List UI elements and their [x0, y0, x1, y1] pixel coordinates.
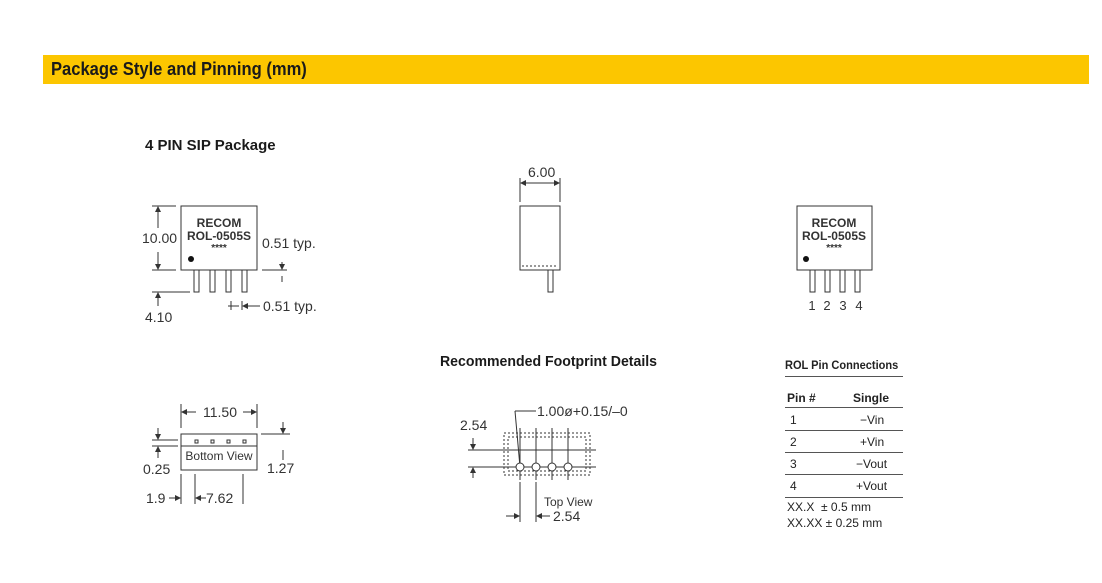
- section-title: Package Style and Pinning (mm): [51, 59, 307, 79]
- pin-table-rule-header: [785, 407, 903, 408]
- pin-number-3: 3: [839, 298, 847, 313]
- pin-table-row-4-pin: 4: [790, 479, 797, 493]
- pin-number-2: 2: [823, 298, 831, 313]
- pin-table-rule-bottom: [785, 497, 903, 498]
- pin-table-title: ROL Pin Connections: [785, 358, 899, 372]
- tolerance-2: XX.XX ± 0.25 mm: [787, 516, 883, 530]
- tolerance-1: XX.X ± 0.5 mm: [787, 500, 871, 514]
- pin-table-row-2-pin: 2: [790, 435, 797, 449]
- pin-table-row-1-pin: 1: [790, 413, 797, 427]
- pin-table-header-pin: Pin #: [787, 391, 816, 405]
- dim-pin-thickness: 0.51 typ.: [263, 298, 317, 314]
- dim-pin-length: 4.10: [145, 309, 173, 325]
- pin-view-brand: RECOM: [811, 216, 857, 230]
- dim-bottom-height: 1.27: [267, 460, 295, 476]
- dim-bottom-pitch: 7.62: [206, 490, 234, 506]
- pin-table-row-3-func: −Vout: [856, 457, 888, 471]
- front-brand: RECOM: [196, 216, 242, 230]
- front-model: ROL-0505S: [186, 229, 252, 243]
- dim-bottom-offset: 0.25: [143, 461, 171, 477]
- pin-view-model: ROL-0505S: [801, 229, 867, 243]
- pin-table-header-single: Single: [853, 391, 890, 405]
- dim-footprint-pitch: 2.54: [553, 508, 581, 524]
- side-view-drawing: [520, 178, 560, 292]
- pin-number-1: 1: [808, 298, 816, 313]
- dim-hole: 1.00ø+0.15/–0: [537, 403, 628, 419]
- pin-view-stars: ****: [826, 243, 842, 254]
- pin-table-row-4-func: +Vout: [856, 479, 888, 493]
- pin-table-row-1-func: −Vin: [860, 413, 885, 427]
- footprint-view-label: Top View: [544, 495, 593, 509]
- pin-number-4: 4: [855, 298, 863, 313]
- dim-row-pitch: 2.54: [460, 417, 488, 433]
- pin-table-row-2-func: +Vin: [860, 435, 885, 449]
- dim-side-width: 6.00: [528, 164, 556, 180]
- pin-table-rule-1: [785, 430, 903, 431]
- footprint-heading: Recommended Footprint Details: [440, 353, 658, 370]
- dim-height: 10.00: [142, 230, 178, 246]
- pin-table-row-3-pin: 3: [790, 457, 797, 471]
- dim-bottom-length: 11.50: [203, 404, 237, 420]
- package-heading: 4 PIN SIP Package: [145, 137, 276, 154]
- dim-pin-width: 0.51 typ.: [262, 235, 316, 251]
- pin-table-rule-top: [785, 376, 903, 377]
- dim-bottom-edge: 1.9: [146, 490, 166, 506]
- front-stars: ****: [211, 243, 227, 254]
- pin-table-rule-3: [785, 474, 903, 475]
- bottom-view-label: Bottom View: [185, 449, 253, 463]
- pin-table-rule-2: [785, 452, 903, 453]
